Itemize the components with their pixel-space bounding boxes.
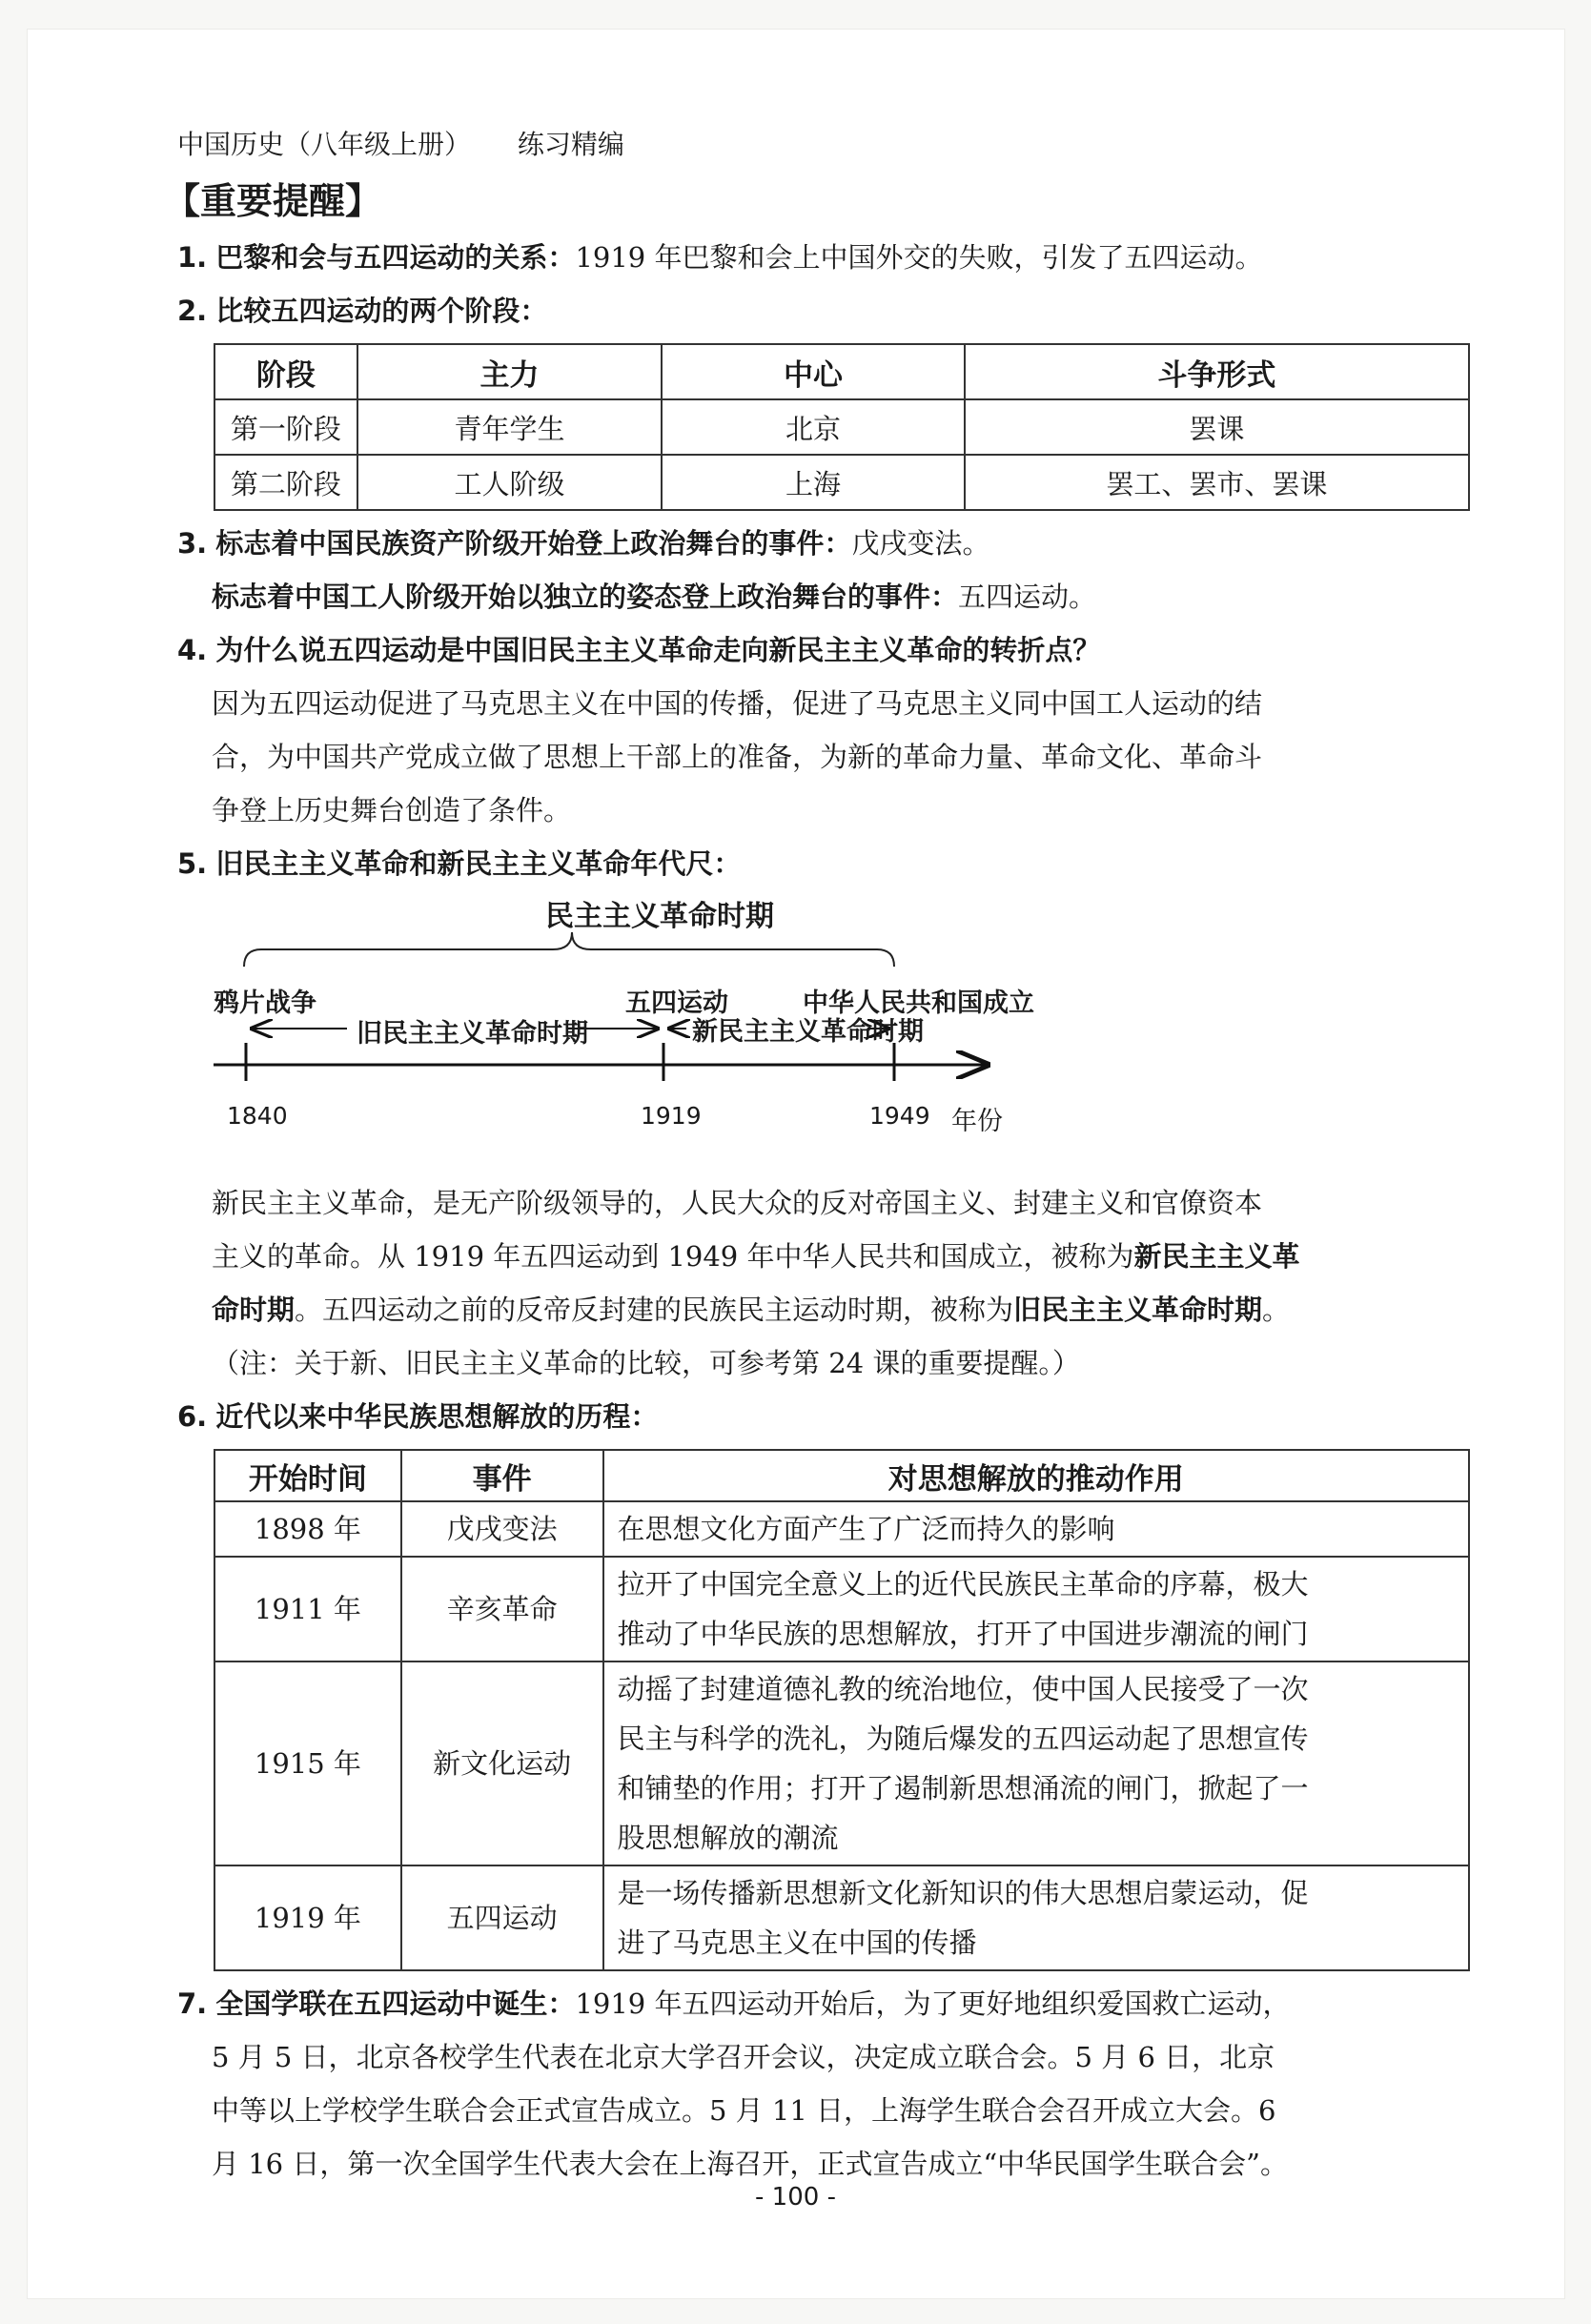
event-1919: 五四运动 <box>625 989 728 1018</box>
item-4-line: 合，为中国共产党成立做了思想上干部上的准备，为新的革命力量、革命文化、革命斗 <box>212 741 1263 773</box>
stage-table <box>214 343 1470 511</box>
new-period-label: 新民主主义革命时期 <box>692 1017 924 1047</box>
item-6: 6. 近代以来中华民族思想解放的历程： <box>177 1400 659 1433</box>
item-3-title-2: 标志着中国工人阶级开始以独立的姿态登上政治舞台的事件： <box>212 581 959 613</box>
item-3-line-2 <box>177 570 1474 623</box>
table-cell: 拉开了中国完全意义上的近代民族民主革命的序幕，极大 推动了中华民族的思想解放，打开了中国进步潮流的闸门 <box>603 1557 1469 1661</box>
axis-label: 年份 <box>951 1107 1003 1136</box>
table-header: 开始时间 <box>214 1450 401 1501</box>
item-7-line: 中等以上学校学生联合会正式宣告成立。5 月 11 日，上海学生联合会召开成立大会。6 <box>212 2094 1276 2127</box>
book-title: 中国历史（八年级上册） <box>177 129 472 160</box>
item-3: 3. 标志着中国民族资产阶级开始登上政治舞台的事件：戊戌变法。 <box>177 527 990 560</box>
table-cell: 青年学生 <box>357 399 663 455</box>
table-cell: 辛亥革命 <box>401 1557 603 1661</box>
series-title: 练习精编 <box>517 129 624 160</box>
table-cell: 新文化运动 <box>401 1661 603 1865</box>
table-header: 对思想解放的推动作用 <box>603 1450 1469 1501</box>
item-7-line: 月 16 日，第一次全国学生代表大会在上海召开，正式宣告成立“中华民国学生联合会”。 <box>212 2148 1288 2180</box>
table-header: 中心 <box>662 344 965 399</box>
section-title: 【重要提醒】 <box>164 180 382 222</box>
table-cell: 上海 <box>662 455 965 510</box>
table-row <box>214 399 1469 455</box>
event-1840: 鸦片战争 <box>214 989 316 1018</box>
table-cell: 第一阶段 <box>214 399 357 455</box>
page-number: - 100 - <box>755 2183 836 2212</box>
table-cell: 罢课 <box>965 399 1469 455</box>
table-header: 斗争形式 <box>965 344 1469 399</box>
item-3-text-2: 五四运动。 <box>958 581 1097 613</box>
table-row <box>214 1661 1469 1865</box>
table-cell: 五四运动 <box>401 1865 603 1970</box>
item-3-title-1: 标志着中国民族资产阶级开始登上政治舞台的事件： <box>215 527 852 560</box>
table-cell: 1915 年 <box>214 1661 401 1865</box>
table-cell: 北京 <box>662 399 965 455</box>
table-cell: 戊戌变法 <box>401 1501 603 1557</box>
page-content <box>164 124 1474 2191</box>
table-cell: 工人阶级 <box>357 455 663 510</box>
item-5-title: 旧民主主义革命和新民主主义革命年代尺： <box>215 847 742 880</box>
table-header-row <box>214 1450 1469 1501</box>
event-1949: 中华人民共和国成立 <box>803 989 1034 1018</box>
item-5: 5. 旧民主主义革命和新民主主义革命年代尺： <box>177 847 742 880</box>
item-3-text-1: 戊戌变法。 <box>851 527 990 560</box>
item-2: 2. 比较五四运动的两个阶段： <box>177 295 548 327</box>
item-7-line: 5 月 5 日，北京各校学生代表在北京大学召开会议，决定成立联合会。5 月 6 日，北京 <box>212 2041 1275 2073</box>
item-7-text: 1919 年五四运动开始后，为了更好地组织爱国救亡运动， <box>575 1988 1291 2020</box>
table-cell: 罢工、罢市、罢课 <box>965 455 1469 510</box>
liberation-table <box>214 1449 1470 1971</box>
table-row <box>214 455 1469 510</box>
item-4: 4. 为什么说五四运动是中国旧民主主义革命走向新民主主义革命的转折点？ <box>177 634 1101 666</box>
table-header: 事件 <box>401 1450 603 1501</box>
item-2-title: 比较五四运动的两个阶段： <box>215 295 548 327</box>
timeline-ruler <box>214 890 1470 1176</box>
table-cell: 动摇了封建道德礼教的统治地位，使中国人民接受了一次 民主与科学的洗礼，为随后爆发的五四运动起了思想宣传 和铺垫的作用；打开了遏制新思想涌流的闸门，掀起了一 股思想解放的潮流 <box>603 1661 1469 1865</box>
item-5-p2: 主义的革命。从 1919 年五四运动到 1949 年中华人民共和国成立，被称为新民主主义革 <box>212 1240 1300 1273</box>
period-brace <box>244 932 894 967</box>
table-header: 阶段 <box>214 344 357 399</box>
item-4-line: 争登上历史舞台创造了条件。 <box>212 794 572 826</box>
running-header <box>177 124 1474 172</box>
table-cell: 1911 年 <box>214 1557 401 1661</box>
item-5-p1: 新民主主义革命，是无产阶级领导的，人民大众的反对帝国主义、封建主义和官僚资本 <box>212 1187 1263 1219</box>
item-4-title: 为什么说五四运动是中国旧民主主义革命走向新民主主义革命的转折点？ <box>215 634 1101 666</box>
item-1: 1. 巴黎和会与五四运动的关系：1919 年巴黎和会上中国外交的失败，引发了五四运动。 <box>177 241 1263 274</box>
item-4-line: 因为五四运动促进了马克思主义在中国的传播，促进了马克思主义同中国工人运动的结 <box>212 687 1263 720</box>
table-row <box>214 1501 1469 1557</box>
item-6-title: 近代以来中华民族思想解放的历程： <box>215 1400 659 1433</box>
item-5-note: （注：关于新、旧民主主义革命的比较，可参考第 24 课的重要提醒。） <box>212 1347 1080 1379</box>
item-7-title: 全国学联在五四运动中诞生： <box>215 1988 576 2020</box>
item-7: 7. 全国学联在五四运动中诞生：1919 年五四运动开始后，为了更好地组织爱国救亡运动， <box>177 1988 1291 2020</box>
table-row <box>214 1557 1469 1661</box>
table-cell: 是一场传播新思想新文化新知识的伟大思想启蒙运动，促 进了马克思主义在中国的传播 <box>603 1865 1469 1970</box>
table-cell: 在思想文化方面产生了广泛而持久的影响 <box>603 1501 1469 1557</box>
table-cell: 1898 年 <box>214 1501 401 1557</box>
year-label: 1919 <box>641 1102 702 1130</box>
old-period-label: 旧民主主义革命时期 <box>357 1019 588 1049</box>
table-header: 主力 <box>357 344 663 399</box>
table-cell: 第二阶段 <box>214 455 357 510</box>
table-row <box>214 1865 1469 1970</box>
item-1-text: 1919 年巴黎和会上中国外交的失败，引发了五四运动。 <box>575 241 1263 274</box>
year-label: 1840 <box>227 1102 288 1130</box>
item-1-title: 巴黎和会与五四运动的关系： <box>215 241 576 274</box>
table-cell: 1919 年 <box>214 1865 401 1970</box>
top-label: 民主主义革命时期 <box>545 900 774 933</box>
table-header-row <box>214 344 1469 399</box>
item-5-p3: 命时期。五四运动之前的反帝反封建的民族民主运动时期，被称为旧民主主义革命时期。 <box>212 1294 1291 1326</box>
year-label: 1949 <box>869 1102 930 1130</box>
